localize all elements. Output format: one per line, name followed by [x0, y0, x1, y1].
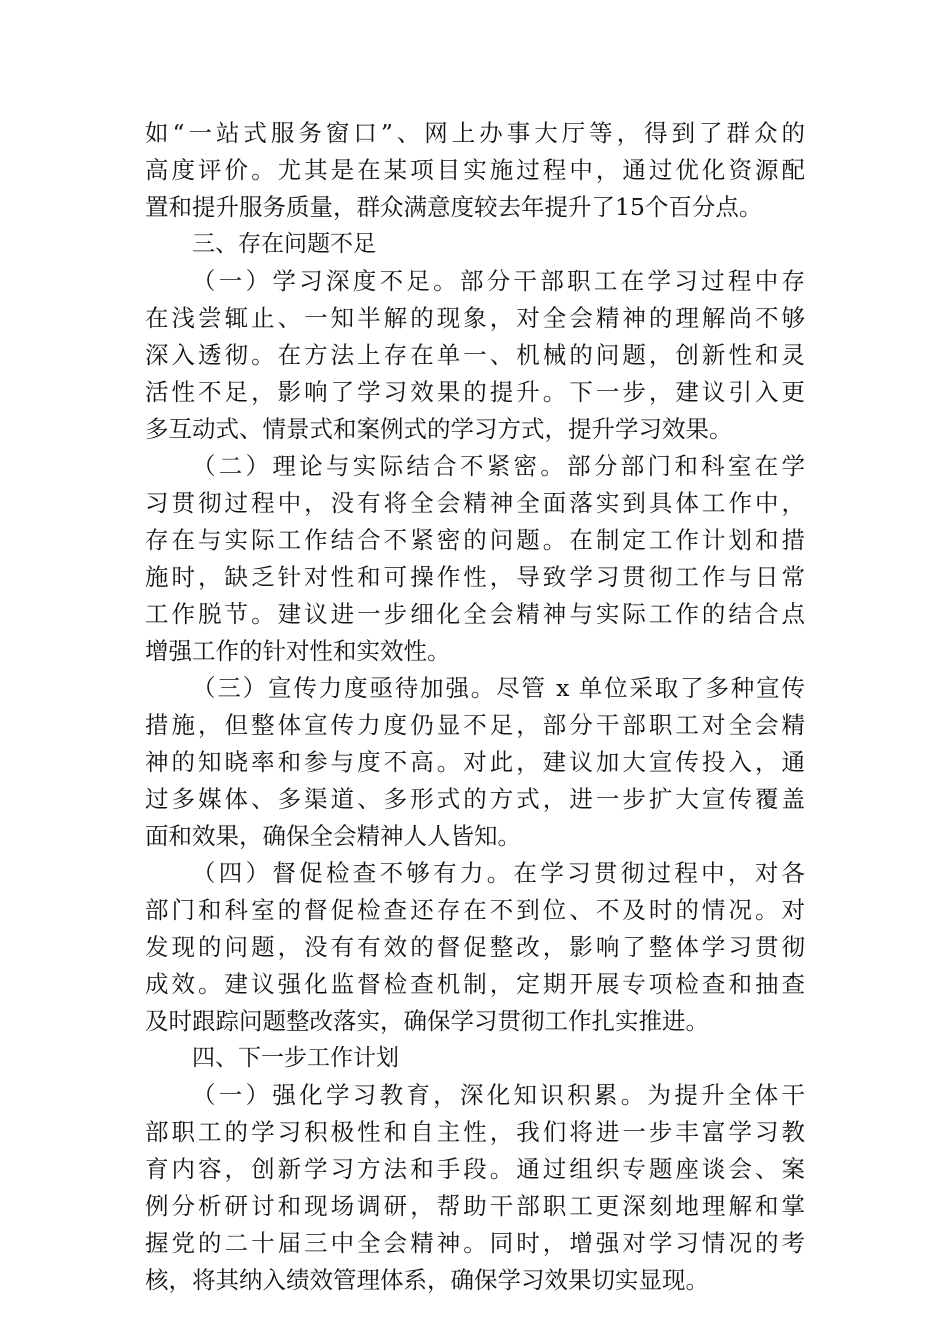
paragraph-line: 成效。建议强化监督检查机制，定期开展专项检查和抽查	[145, 970, 805, 998]
paragraph-line: 部职工的学习积极性和自主性，我们将进一步丰富学习教	[145, 1118, 805, 1146]
paragraph-line: 如“一站式服务窗口”、网上办事大厅等，得到了群众的	[145, 119, 805, 147]
paragraph-line: （一）强化学习教育，深化知识积累。为提升全体干	[192, 1081, 805, 1109]
paragraph-line: 习贯彻过程中，没有将全会精神全面落实到具体工作中，	[145, 489, 805, 517]
paragraph-line: 面和效果，确保全会精神人人皆知。	[145, 822, 521, 850]
section-heading: 三、存在问题不足	[192, 231, 376, 257]
paragraph-line: 及时跟踪问题整改落实，确保学习贯彻工作扎实推进。	[145, 1007, 709, 1035]
paragraph-line: 高度评价。尤其是在某项目实施过程中，通过优化资源配	[145, 156, 805, 184]
paragraph-line: （一）学习深度不足。部分干部职工在学习过程中存	[192, 267, 805, 295]
paragraph-line: 活性不足，影响了学习效果的提升。下一步，建议引入更	[145, 378, 805, 406]
paragraph-line: 措施，但整体宣传力度仍显不足，部分干部职工对全会精	[145, 711, 805, 739]
paragraph-line: 例分析研讨和现场调研，帮助干部职工更深刻地理解和掌	[145, 1192, 805, 1220]
paragraph	[145, 115, 805, 226]
paragraph-line: 置和提升服务质量，群众满意度较去年提升了15个百分点。	[145, 193, 763, 221]
paragraph-line: 深入透彻。在方法上存在单一、机械的问题，创新性和灵	[145, 341, 805, 369]
paragraph-line: 增强工作的针对性和实效性。	[145, 637, 451, 665]
paragraph	[145, 855, 805, 1040]
paragraph	[145, 263, 805, 448]
paragraph	[145, 1077, 805, 1299]
paragraph-line: 多互动式、情景式和案例式的学习方式，提升学习效果。	[145, 415, 733, 443]
paragraph-line: 存在与实际工作结合不紧密的问题。在制定工作计划和措	[145, 526, 805, 554]
paragraph-line: 核，将其纳入绩效管理体系，确保学习效果切实显现。	[145, 1266, 709, 1294]
paragraph-line: （四）督促检查不够有力。在学习贯彻过程中，对各	[192, 859, 805, 887]
document-body	[145, 115, 805, 1299]
paragraph-line: 施时，缺乏针对性和可操作性，导致学习贯彻工作与日常	[145, 563, 805, 591]
paragraph-line: 神的知晓率和参与度不高。对此，建议加大宣传投入，通	[145, 748, 805, 776]
paragraph-line: （二）理论与实际结合不紧密。部分部门和科室在学	[192, 452, 805, 480]
paragraph-line: 握党的二十届三中全会精神。同时，增强对学习情况的考	[145, 1229, 805, 1257]
paragraph-line: 部门和科室的督促检查还存在不到位、不及时的情况。对	[145, 896, 805, 924]
paragraph-line: 育内容，创新学习方法和手段。通过组织专题座谈会、案	[145, 1155, 805, 1183]
paragraph	[145, 670, 805, 855]
paragraph-line: 过多媒体、多渠道、多形式的方式，进一步扩大宣传覆盖	[145, 785, 805, 813]
paragraph	[145, 448, 805, 670]
paragraph-line: 在浅尝辄止、一知半解的现象，对全会精神的理解尚不够	[145, 304, 805, 332]
paragraph-line: 发现的问题，没有有效的督促整改，影响了整体学习贯彻	[145, 933, 805, 961]
paragraph-line: （三）宣传力度亟待加强。尽管 x 单位采取了多种宣传	[192, 674, 805, 702]
paragraph-line: 工作脱节。建议进一步细化全会精神与实际工作的结合点	[145, 600, 805, 628]
section-heading: 四、下一步工作计划	[192, 1045, 399, 1071]
